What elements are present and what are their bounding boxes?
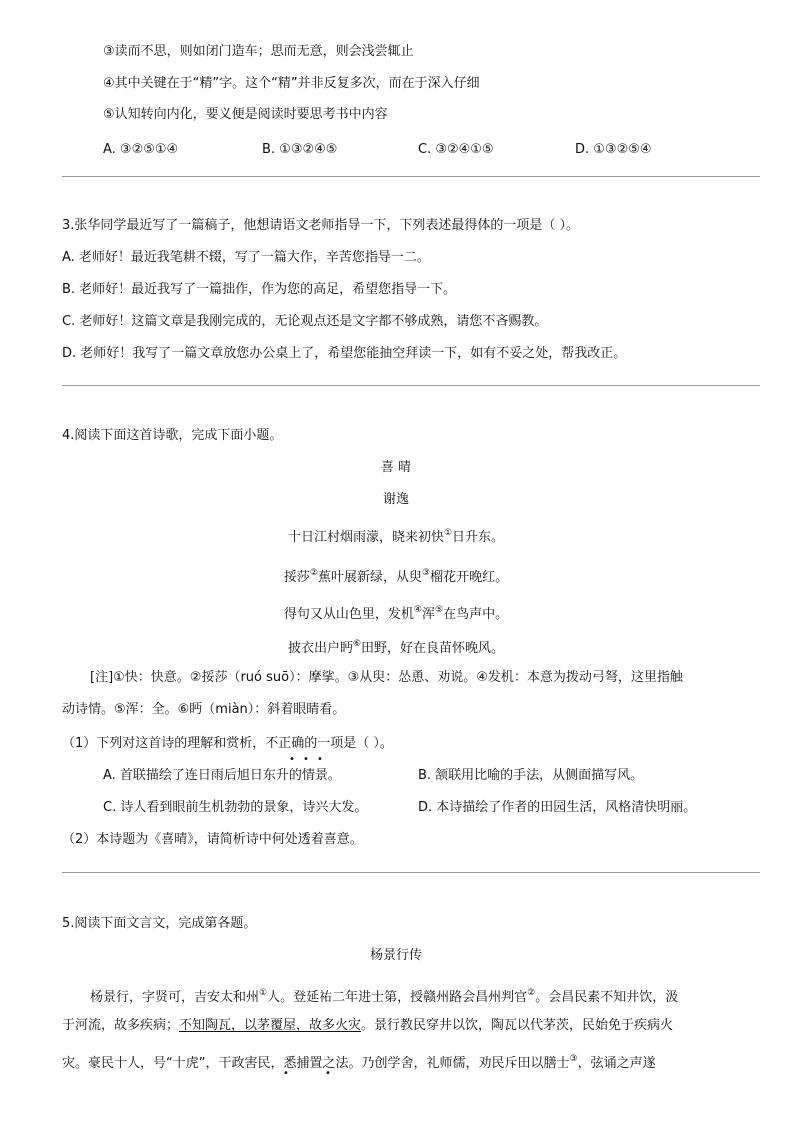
emphasis-dot: • [289, 754, 295, 765]
poem-line-3-part-b: 浑 [421, 607, 435, 622]
q2-item-5: ⑤认知转向内化，要义便是阅读时要思考书中内容 [103, 107, 388, 122]
q3-option-a: A. 老师好！最近我笔耕不辍，写了一篇大作，辛苦您指导一二。 [62, 250, 430, 265]
passage-line-1-part-a: 杨景行，字贤可，吉安太和州 [90, 990, 260, 1005]
underlined-sentence: 不知陶瓦，以茅覆屋，故多火灾 [179, 1018, 362, 1033]
poem-line-2-part-a: 挼莎 [283, 570, 310, 585]
footnote-mark: ① [259, 988, 268, 998]
q4-sub1-option-b: B. 颔联用比喻的手法，从侧面描写风。 [418, 768, 644, 783]
q2-option-c: C. ③②④①⑤ [418, 142, 494, 157]
emphasis-dot: • [303, 754, 309, 765]
q4-sub1-option-c: C. 诗人看到眼前生机勃勃的景象，诗兴大发。 [103, 800, 368, 815]
passage-line-1-part-c: 。会昌民素不知井饮，汲 [535, 990, 679, 1005]
passage-line-4-end: ，弦诵之声遂 [577, 1056, 656, 1071]
q2-option-a: A. ③②⑤①④ [103, 142, 179, 157]
footnote-mark: ③ [422, 568, 431, 578]
footnote-mark: ① [443, 528, 453, 538]
q3-option-d: D. 老师好！我写了一篇文章放您办公桌上了，希望您能抽空拜读一下，如有不妥之处，帮我改正。 [62, 346, 627, 361]
poem-line-1 [0, 524, 792, 547]
divider [62, 385, 760, 386]
divider [62, 872, 760, 873]
passage-line-2 [62, 1017, 673, 1035]
q2-option-b: B. ①③②④⑤ [262, 142, 338, 157]
emphasis-dot: • [317, 754, 323, 765]
poem-line-1-part-a: 十日江村烟雨濛，晓来初快 [287, 530, 444, 545]
poem-line-3-part-c: 在鸟声中。 [443, 607, 509, 622]
q3-option-b: B. 老师好！最近我写了一篇拙作，作为您的高足，希望您指导一下。 [62, 282, 457, 297]
emphasis-dot: • [283, 1068, 289, 1079]
poem-line-1-part-b: 日升东。 [452, 530, 505, 545]
divider [62, 176, 760, 177]
poem-line-2 [0, 564, 792, 587]
passage-line-4-lead: 灾。豪民十人，号“十虎”，干政害民，悉捕置之法。乃创学舍，礼师儒，劝民斥田以膳士 [62, 1056, 570, 1071]
q2-item-3: ③读而不思，则如闭门造车；思而无意，则会浅尝辄止 [103, 44, 414, 59]
passage-title: 杨景行传 [369, 948, 422, 963]
footnote-mark: ⑥ [352, 639, 362, 649]
poem-author: 谢逸 [382, 492, 409, 507]
passage-line-1-part-b: 人。登延祐二年进士第，授赣州路会昌州判官 [267, 990, 528, 1005]
q3-stem: 3.张华同学最近写了一篇稿子，他想请语文老师指导一下，下列表述最得体的一项是（ ）。 [62, 218, 580, 233]
poem-line-3-part-a: 得句又从山色里，发机 [283, 607, 414, 622]
footnote-mark: ② [527, 988, 536, 998]
poem-title: 喜 晴 [380, 460, 412, 475]
poem-notes-line-1: [注]①快：快意。②挼莎（ruó suō）：摩挲。③从臾：怂恿、劝说。④发机：本意为拨动弓弩，这里指触 [90, 670, 683, 685]
q5-stem: 5.阅读下面文言文，完成第各题。 [62, 916, 257, 931]
footnote-mark: ② [309, 568, 318, 578]
q4-sub2-stem: （2）本诗题为《喜晴》，请简析诗中何处透着喜意。 [62, 832, 363, 847]
footnote-mark: ④ [413, 605, 422, 615]
emphasis-dot: • [325, 1068, 331, 1079]
poem-line-3 [0, 601, 792, 624]
passage-line-4-visible [62, 1050, 656, 1073]
passage-line-1 [90, 984, 678, 1007]
poem-line-4-part-b: 田野，好在良苗怀晚风。 [361, 641, 505, 656]
q2-item-4: ④其中关键在于“精”字。这个“精”并非反复多次，而在于深入仔细 [103, 76, 480, 91]
poem-line-4-part-a: 披衣出户眄 [287, 641, 353, 656]
q4-sub1-stem: （1）下列对这首诗的理解和赏析，不正确的一项是（ ）。 [62, 736, 393, 751]
passage-line-2-part-b: 。景行教民穿井以饮，陶瓦以代茅茨，民始免于疾病火 [361, 1018, 674, 1033]
poem-line-2-part-c: 榴花开晚红。 [430, 570, 509, 585]
passage-line-2-part-a: 于河流，故多疾病； [62, 1018, 180, 1033]
q2-option-d: D. ①③②⑤④ [575, 142, 652, 157]
q3-option-c: C. 老师好！这篇文章是我刚完成的，无论观点还是文字都不够成熟，请您不吝赐教。 [62, 314, 548, 329]
q4-sub1-option-d: D. 本诗描绘了作者的田园生活，风格清快明丽。 [418, 800, 697, 815]
poem-notes-line-2: 动诗情。⑤浑：全。⑥眄（miàn）：斜着眼睛看。 [62, 702, 346, 717]
q4-sub1-option-a: A. 首联描绘了连日雨后旭日东升的情景。 [103, 768, 341, 783]
poem-line-4 [0, 635, 792, 658]
q4-stem: 4.阅读下面这首诗歌，完成下面小题。 [62, 428, 283, 443]
poem-line-2-part-b: 蕉叶展新绿，从臾 [317, 570, 422, 585]
footnote-mark: ③ [569, 1054, 578, 1064]
footnote-mark: ⑤ [435, 605, 444, 615]
